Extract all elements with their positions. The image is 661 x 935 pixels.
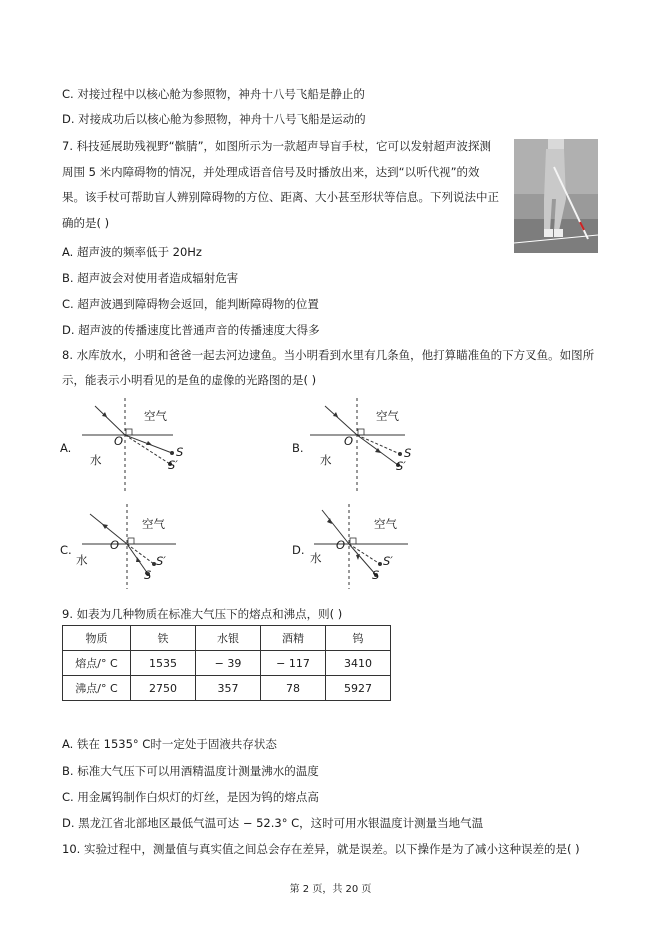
diagram-d xyxy=(292,504,432,592)
diagram-d-water-label: 水 xyxy=(310,551,322,565)
q8-stem-line-1: 8. 水库放水，小明和爸爸一起去河边逮鱼。当小明看到水里有几条鱼，他打算瞄准鱼的下方叉鱼。如图所 xyxy=(62,348,595,362)
q6-option-c: C. 对接过程中以核心舱为参照物，神舟十八号飞船是静止的 xyxy=(62,87,365,101)
table-header-cell: 钨 xyxy=(326,626,391,651)
diagram-c xyxy=(60,504,200,592)
properties-table xyxy=(62,625,391,701)
page-footer: 第 2 页，共 20 页 xyxy=(289,884,372,895)
table-header-cell: 铁 xyxy=(131,626,196,651)
q7-option-b: B. 超声波会对使用者造成辐射危害 xyxy=(62,271,239,285)
table-cell: 熔点/° C xyxy=(63,651,131,676)
diagram-a-air-label: 空气 xyxy=(144,409,167,423)
table-cell: 5927 xyxy=(326,676,391,701)
table-cell: − 117 xyxy=(261,651,326,676)
q7-option-a: A. 超声波的频率低于 20Hz xyxy=(62,245,202,259)
diagram-b-s-prime-label: S′ xyxy=(396,459,406,473)
q8-stem-line-2: 示，能表示小明看见的是鱼的虚像的光路图的是( ) xyxy=(62,373,317,387)
cane-photo xyxy=(514,139,598,253)
diagram-c-water-label: 水 xyxy=(76,553,88,567)
diagram-c-air-label: 空气 xyxy=(142,517,165,531)
table-cell: 1535 xyxy=(131,651,196,676)
q6-option-d: D. 对接成功后以核心舱为参照物，神舟十八号飞船是运动的 xyxy=(62,112,366,126)
q9-stem: 9. 如表为几种物质在标准大气压下的熔点和沸点，则( ) xyxy=(62,607,343,621)
q9-option-a: A. 铁在 1535° C时一定处于固液共存状态 xyxy=(62,737,277,751)
table-cell: 沸点/° C xyxy=(63,676,131,701)
diagram-b xyxy=(292,398,432,496)
table-cell: 3410 xyxy=(326,651,391,676)
q7-option-c: C. 超声波遇到障碍物会返回，能判断障碍物的位置 xyxy=(62,297,319,311)
diagram-a-water-label: 水 xyxy=(90,453,102,467)
table-header-cell: 水银 xyxy=(196,626,261,651)
q7-option-d: D. 超声波的传播速度比普通声音的传播速度大得多 xyxy=(62,323,320,337)
diagram-b-air-label: 空气 xyxy=(376,409,399,423)
table-header-cell: 酒精 xyxy=(261,626,326,651)
diagram-d-s-prime-label: S′ xyxy=(383,554,393,568)
diagram-d-option: D. xyxy=(292,543,305,557)
diagram-b-o-label: O xyxy=(344,434,354,448)
diagram-b-s-label: S xyxy=(404,446,412,460)
diagram-c-option: C. xyxy=(60,543,72,557)
table-row xyxy=(63,651,391,676)
diagram-b-option: B. xyxy=(292,441,304,455)
table-cell: 78 xyxy=(261,676,326,701)
q9-option-c: C. 用金属钨制作白炽灯的灯丝，是因为钨的熔点高 xyxy=(62,790,319,804)
diagram-b-water-label: 水 xyxy=(320,453,332,467)
diagram-a-s-label: S xyxy=(176,445,184,459)
table-row xyxy=(63,676,391,701)
table-cell: 2750 xyxy=(131,676,196,701)
q10-stem: 10. 实验过程中，测量值与真实值之间总会存在差异，就是误差。以下操作是为了减小这种误差的是( ) xyxy=(62,842,580,856)
diagram-c-o-label: O xyxy=(110,538,120,552)
table-cell: 357 xyxy=(196,676,261,701)
table-row xyxy=(63,626,391,651)
table-cell: − 39 xyxy=(196,651,261,676)
diagram-d-air-label: 空气 xyxy=(374,517,397,531)
diagram-c-s-prime-label: S′ xyxy=(156,554,166,568)
diagram-a-o-label: O xyxy=(114,434,124,448)
diagram-d-s-label: S xyxy=(372,568,380,582)
q9-option-d: D. 黑龙江省北部地区最低气温可达 − 52.3° C，这时可用水银温度计测量当地气温 xyxy=(62,816,484,830)
q9-option-b: B. 标准大气压下可以用酒精温度计测量沸水的温度 xyxy=(62,764,319,778)
table-header-cell: 物质 xyxy=(63,626,131,651)
diagram-d-o-label: O xyxy=(336,538,346,552)
diagram-c-s-label: S xyxy=(144,568,152,582)
diagram-a-s-prime-label: S′ xyxy=(168,458,178,472)
diagram-a-option: A. xyxy=(60,441,72,455)
diagram-a xyxy=(60,398,200,496)
q7-stem: 7. 科技延展助残视野“髌腈”，如图所示为一款超声导盲手杖，它可以发射超声波探测周围 5 米内障碍物的情况，并处理成语音信号及时播放出来，达到“以听代视”的效果。该手杖可帮助盲人辨别障碍物的方位、距离、大小甚至形状等信息。下列说法中正确的是( ) xyxy=(62,139,499,230)
